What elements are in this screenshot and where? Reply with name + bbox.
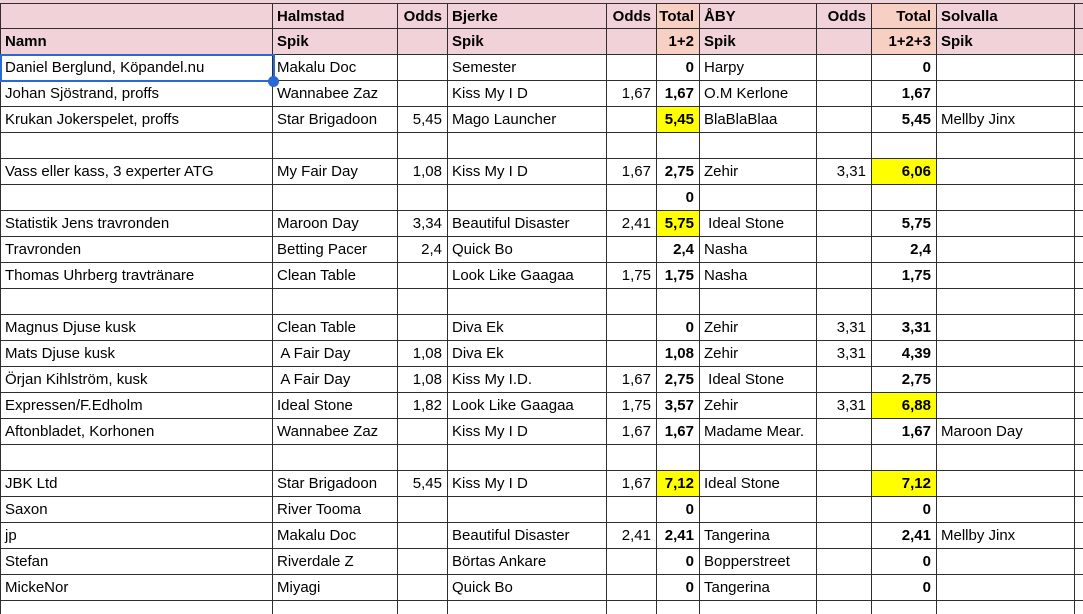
cell-bjerke-spik[interactable]: Semester (448, 55, 607, 81)
cell-halmstad-odds[interactable] (398, 419, 448, 445)
cell-namn[interactable]: Expressen/F.Edholm (0, 393, 273, 419)
cell-aby-odds[interactable] (817, 549, 872, 575)
cell-total-1-2[interactable]: 5,45 (657, 107, 700, 133)
cell-bjerke-odds[interactable]: 1,67 (607, 471, 657, 497)
cell-aby-odds[interactable] (817, 523, 872, 549)
cell-aby-odds[interactable]: 3,31 (817, 315, 872, 341)
cell-bjerke-odds[interactable]: 1,67 (607, 419, 657, 445)
cell-filler[interactable] (1075, 211, 1083, 237)
cell-bjerke-odds[interactable] (607, 601, 657, 614)
cell-aby-spik[interactable]: Ideal Stone (700, 471, 817, 497)
cell-halmstad-spik[interactable]: Wannabee Zaz (273, 419, 398, 445)
cell-total-1-2[interactable]: 0 (657, 185, 700, 211)
cell-halmstad-odds[interactable] (398, 497, 448, 523)
cell-aby-odds[interactable] (817, 107, 872, 133)
cell-total-1-2-3[interactable] (872, 289, 937, 315)
cell-aby-spik[interactable]: Zehir (700, 159, 817, 185)
cell-bjerke-spik[interactable]: Kiss My I D (448, 81, 607, 107)
cell-total-1-2-3[interactable]: 4,39 (872, 341, 937, 367)
cell-halmstad-odds[interactable] (398, 575, 448, 601)
cell-namn[interactable]: Johan Sjöstrand, proffs (0, 81, 273, 107)
cell-total-1-2-3[interactable]: 0 (872, 497, 937, 523)
cell-total-1-2[interactable] (657, 133, 700, 159)
cell-aby-spik[interactable]: BlaBlaBlaa (700, 107, 817, 133)
cell-bjerke-spik[interactable]: Quick Bo (448, 575, 607, 601)
cell-namn[interactable] (0, 289, 273, 315)
cell-bjerke-spik[interactable]: Mago Launcher (448, 107, 607, 133)
cell-total-1-2[interactable]: 0 (657, 549, 700, 575)
cell-halmstad-odds[interactable]: 2,4 (398, 237, 448, 263)
cell-solvalla-spik[interactable] (937, 237, 1075, 263)
cell-total-1-2-3[interactable]: 2,4 (872, 237, 937, 263)
cell-bjerke-spik[interactable]: Börtas Ankare (448, 549, 607, 575)
cell-solvalla-spik[interactable] (937, 393, 1075, 419)
cell-solvalla-spik[interactable] (937, 263, 1075, 289)
cell-total-1-2-3[interactable]: 6,06 (872, 159, 937, 185)
cell-halmstad-spik[interactable]: Star Brigadoon (273, 107, 398, 133)
cell-halmstad-odds[interactable] (398, 445, 448, 471)
cell-bjerke-odds[interactable] (607, 445, 657, 471)
cell-total-1-2-3[interactable] (872, 601, 937, 614)
header-bjerke-odds[interactable]: Odds (607, 3, 657, 29)
cell-filler[interactable] (1075, 549, 1083, 575)
cell-bjerke-odds[interactable] (607, 55, 657, 81)
cell-namn[interactable]: Daniel Berglund, Köpandel.nu (0, 55, 273, 81)
cell-halmstad-spik[interactable]: Makalu Doc (273, 55, 398, 81)
header-bjerke-odds-sub[interactable] (607, 29, 657, 55)
cell-namn[interactable]: Aftonbladet, Korhonen (0, 419, 273, 445)
cell-bjerke-odds[interactable] (607, 289, 657, 315)
cell-total-1-2-3[interactable]: 0 (872, 55, 937, 81)
cell-solvalla-spik[interactable] (937, 211, 1075, 237)
cell-bjerke-odds[interactable] (607, 237, 657, 263)
cell-solvalla-spik[interactable] (937, 133, 1075, 159)
cell-filler[interactable] (1075, 315, 1083, 341)
cell-total-1-2[interactable] (657, 445, 700, 471)
cell-aby-spik[interactable]: Ideal Stone (700, 367, 817, 393)
cell-namn[interactable]: Saxon (0, 497, 273, 523)
cell-solvalla-spik[interactable] (937, 497, 1075, 523)
cell-filler[interactable] (1075, 601, 1083, 614)
cell-total-1-2[interactable]: 0 (657, 55, 700, 81)
cell-solvalla-spik[interactable] (937, 341, 1075, 367)
cell-halmstad-odds[interactable]: 1,08 (398, 159, 448, 185)
cell-aby-odds[interactable] (817, 289, 872, 315)
cell-solvalla-spik[interactable]: Maroon Day (937, 419, 1075, 445)
cell-solvalla-spik[interactable] (937, 367, 1075, 393)
cell-halmstad-spik[interactable] (273, 133, 398, 159)
cell-total-1-2-3[interactable]: 1,67 (872, 81, 937, 107)
cell-bjerke-odds[interactable] (607, 315, 657, 341)
header-solvalla-spik-sub[interactable]: Spik (937, 29, 1075, 55)
cell-aby-odds[interactable] (817, 263, 872, 289)
cell-total-1-2[interactable]: 0 (657, 315, 700, 341)
cell-total-1-2[interactable] (657, 601, 700, 614)
cell-solvalla-spik[interactable] (937, 315, 1075, 341)
cell-aby-spik[interactable]: Bopperstreet (700, 549, 817, 575)
cell-bjerke-spik[interactable] (448, 289, 607, 315)
cell-halmstad-spik[interactable]: A Fair Day (273, 367, 398, 393)
cell-halmstad-spik[interactable] (273, 601, 398, 614)
header-aby-spik[interactable]: ÅBY (700, 3, 817, 29)
header-halmstad-odds-sub[interactable] (398, 29, 448, 55)
cell-aby-spik[interactable] (700, 289, 817, 315)
header-bjerke-spik-sub[interactable]: Spik (448, 29, 607, 55)
header-total-1-2-sub[interactable]: 1+2 (657, 29, 700, 55)
cell-filler[interactable] (1075, 159, 1083, 185)
cell-aby-spik[interactable]: Zehir (700, 315, 817, 341)
cell-aby-odds[interactable] (817, 81, 872, 107)
cell-bjerke-odds[interactable] (607, 107, 657, 133)
cell-solvalla-spik[interactable] (937, 185, 1075, 211)
header-filler[interactable] (1075, 3, 1083, 29)
cell-total-1-2[interactable]: 5,75 (657, 211, 700, 237)
cell-bjerke-odds[interactable] (607, 341, 657, 367)
cell-total-1-2-3[interactable]: 7,12 (872, 471, 937, 497)
cell-solvalla-spik[interactable] (937, 575, 1075, 601)
cell-halmstad-odds[interactable] (398, 549, 448, 575)
cell-bjerke-spik[interactable]: Beautiful Disaster (448, 211, 607, 237)
cell-total-1-2[interactable]: 2,4 (657, 237, 700, 263)
cell-filler[interactable] (1075, 81, 1083, 107)
cell-halmstad-odds[interactable]: 1,82 (398, 393, 448, 419)
cell-aby-spik[interactable]: Tangerina (700, 575, 817, 601)
cell-aby-spik[interactable]: Zehir (700, 341, 817, 367)
cell-namn[interactable]: JBK Ltd (0, 471, 273, 497)
cell-total-1-2-3[interactable] (872, 133, 937, 159)
cell-total-1-2[interactable]: 2,75 (657, 159, 700, 185)
cell-filler[interactable] (1075, 107, 1083, 133)
header-aby-odds-sub[interactable] (817, 29, 872, 55)
cell-namn[interactable] (0, 445, 273, 471)
cell-namn[interactable]: Travronden (0, 237, 273, 263)
cell-aby-spik[interactable] (700, 185, 817, 211)
cell-bjerke-spik[interactable] (448, 133, 607, 159)
cell-total-1-2-3[interactable]: 1,67 (872, 419, 937, 445)
cell-total-1-2-3[interactable]: 0 (872, 549, 937, 575)
cell-halmstad-odds[interactable] (398, 185, 448, 211)
cell-grid (0, 3, 1083, 614)
cell-filler[interactable] (1075, 133, 1083, 159)
cell-solvalla-spik[interactable] (937, 55, 1075, 81)
header-halmstad-spik-sub[interactable]: Spik (273, 29, 398, 55)
cell-total-1-2[interactable]: 2,75 (657, 367, 700, 393)
cell-bjerke-spik[interactable]: Diva Ek (448, 341, 607, 367)
cell-aby-spik[interactable]: Ideal Stone (700, 211, 817, 237)
cell-halmstad-odds[interactable] (398, 133, 448, 159)
cell-aby-odds[interactable]: 3,31 (817, 393, 872, 419)
cell-namn[interactable]: Mats Djuse kusk (0, 341, 273, 367)
cell-filler[interactable] (1075, 367, 1083, 393)
cell-aby-odds[interactable] (817, 497, 872, 523)
cell-bjerke-spik[interactable]: Kiss My I D (448, 471, 607, 497)
cell-filler[interactable] (1075, 497, 1083, 523)
cell-halmstad-spik[interactable]: Miyagi (273, 575, 398, 601)
cell-halmstad-odds[interactable] (398, 523, 448, 549)
cell-aby-spik[interactable]: Nasha (700, 237, 817, 263)
cell-aby-odds[interactable] (817, 133, 872, 159)
cell-bjerke-odds[interactable]: 1,75 (607, 393, 657, 419)
cell-halmstad-spik[interactable]: Maroon Day (273, 211, 398, 237)
cell-bjerke-odds[interactable]: 1,67 (607, 81, 657, 107)
cell-solvalla-spik[interactable] (937, 601, 1075, 614)
cell-aby-odds[interactable] (817, 601, 872, 614)
cell-halmstad-odds[interactable]: 5,45 (398, 471, 448, 497)
cell-halmstad-spik[interactable]: Clean Table (273, 263, 398, 289)
cell-filler[interactable] (1075, 289, 1083, 315)
cell-halmstad-odds[interactable]: 3,34 (398, 211, 448, 237)
cell-filler[interactable] (1075, 263, 1083, 289)
cell-total-1-2[interactable]: 7,12 (657, 471, 700, 497)
cell-bjerke-spik[interactable]: Kiss My I D (448, 159, 607, 185)
cell-halmstad-spik[interactable]: Star Brigadoon (273, 471, 398, 497)
cell-bjerke-spik[interactable] (448, 601, 607, 614)
cell-halmstad-odds[interactable]: 1,08 (398, 341, 448, 367)
cell-halmstad-spik[interactable]: River Tooma (273, 497, 398, 523)
header-total-1-2-3[interactable]: Total (872, 3, 937, 29)
cell-filler[interactable] (1075, 575, 1083, 601)
cell-aby-odds[interactable]: 3,31 (817, 159, 872, 185)
cell-namn[interactable]: Thomas Uhrberg travtränare (0, 263, 273, 289)
cell-bjerke-spik[interactable]: Quick Bo (448, 237, 607, 263)
cell-bjerke-spik[interactable]: Kiss My I.D. (448, 367, 607, 393)
cell-aby-spik[interactable]: Harpy (700, 55, 817, 81)
cell-aby-spik[interactable]: O.M Kerlone (700, 81, 817, 107)
cell-bjerke-spik[interactable] (448, 185, 607, 211)
cell-halmstad-spik[interactable]: A Fair Day (273, 341, 398, 367)
cell-total-1-2[interactable]: 1,67 (657, 419, 700, 445)
cell-halmstad-spik[interactable] (273, 445, 398, 471)
cell-halmstad-spik[interactable]: Ideal Stone (273, 393, 398, 419)
cell-filler[interactable] (1075, 471, 1083, 497)
header-aby-odds[interactable]: Odds (817, 3, 872, 29)
cell-halmstad-spik[interactable]: Betting Pacer (273, 237, 398, 263)
cell-solvalla-spik[interactable] (937, 81, 1075, 107)
header-total-1-2[interactable]: Total (657, 3, 700, 29)
cell-namn[interactable] (0, 185, 273, 211)
cell-filler[interactable] (1075, 341, 1083, 367)
cell-aby-odds[interactable]: 3,31 (817, 341, 872, 367)
selection-handle-icon[interactable] (268, 76, 279, 87)
header-total-1-2-3-sub[interactable]: 1+2+3 (872, 29, 937, 55)
cell-halmstad-spik[interactable]: Makalu Doc (273, 523, 398, 549)
cell-namn[interactable]: Stefan (0, 549, 273, 575)
cell-solvalla-spik[interactable] (937, 445, 1075, 471)
cell-total-1-2[interactable]: 3,57 (657, 393, 700, 419)
cell-filler[interactable] (1075, 55, 1083, 81)
cell-filler[interactable] (1075, 185, 1083, 211)
cell-bjerke-odds[interactable] (607, 575, 657, 601)
cell-aby-odds[interactable] (817, 367, 872, 393)
header-filler-sub[interactable] (1075, 29, 1083, 55)
cell-bjerke-odds[interactable] (607, 133, 657, 159)
cell-aby-spik[interactable] (700, 133, 817, 159)
cell-aby-odds[interactable] (817, 55, 872, 81)
cell-solvalla-spik[interactable]: Mellby Jinx (937, 107, 1075, 133)
cell-filler[interactable] (1075, 419, 1083, 445)
cell-aby-spik[interactable]: Tangerina (700, 523, 817, 549)
cell-aby-odds[interactable] (817, 575, 872, 601)
cell-solvalla-spik[interactable] (937, 289, 1075, 315)
cell-aby-odds[interactable] (817, 419, 872, 445)
cell-bjerke-odds[interactable]: 1,75 (607, 263, 657, 289)
cell-halmstad-spik[interactable] (273, 289, 398, 315)
cell-total-1-2-3[interactable]: 2,75 (872, 367, 937, 393)
cell-namn[interactable]: Krukan Jokerspelet, proffs (0, 107, 273, 133)
cell-namn[interactable]: Statistik Jens travronden (0, 211, 273, 237)
header-namn[interactable] (0, 3, 273, 29)
cell-bjerke-spik[interactable]: Look Like Gaagaa (448, 393, 607, 419)
cell-total-1-2-3[interactable]: 1,75 (872, 263, 937, 289)
cell-total-1-2-3[interactable] (872, 445, 937, 471)
cell-halmstad-odds[interactable]: 5,45 (398, 107, 448, 133)
cell-total-1-2-3[interactable]: 0 (872, 575, 937, 601)
cell-filler[interactable] (1075, 445, 1083, 471)
cell-total-1-2[interactable]: 1,67 (657, 81, 700, 107)
header-bjerke-spik[interactable]: Bjerke (448, 3, 607, 29)
cell-aby-odds[interactable] (817, 445, 872, 471)
cell-aby-spik[interactable] (700, 601, 817, 614)
cell-bjerke-spik[interactable] (448, 445, 607, 471)
cell-bjerke-odds[interactable] (607, 497, 657, 523)
cell-bjerke-odds[interactable] (607, 185, 657, 211)
cell-total-1-2-3[interactable]: 5,45 (872, 107, 937, 133)
cell-filler[interactable] (1075, 523, 1083, 549)
cell-bjerke-odds[interactable]: 2,41 (607, 211, 657, 237)
cell-solvalla-spik[interactable] (937, 549, 1075, 575)
cell-filler[interactable] (1075, 237, 1083, 263)
cell-total-1-2-3[interactable] (872, 185, 937, 211)
cell-aby-odds[interactable] (817, 237, 872, 263)
cell-total-1-2-3[interactable]: 2,41 (872, 523, 937, 549)
cell-bjerke-odds[interactable] (607, 549, 657, 575)
cell-namn[interactable]: jp (0, 523, 273, 549)
cell-halmstad-odds[interactable] (398, 315, 448, 341)
cell-solvalla-spik[interactable] (937, 471, 1075, 497)
cell-solvalla-spik[interactable]: Mellby Jinx (937, 523, 1075, 549)
header-halmstad-odds[interactable]: Odds (398, 3, 448, 29)
cell-total-1-2[interactable] (657, 289, 700, 315)
cell-halmstad-spik[interactable]: Clean Table (273, 315, 398, 341)
cell-namn[interactable] (0, 601, 273, 614)
cell-halmstad-odds[interactable] (398, 289, 448, 315)
cell-bjerke-spik[interactable]: Look Like Gaagaa (448, 263, 607, 289)
cell-filler[interactable] (1075, 393, 1083, 419)
cell-bjerke-spik[interactable]: Beautiful Disaster (448, 523, 607, 549)
cell-aby-odds[interactable] (817, 185, 872, 211)
cell-aby-odds[interactable] (817, 211, 872, 237)
cell-aby-spik[interactable] (700, 445, 817, 471)
cell-bjerke-spik[interactable]: Diva Ek (448, 315, 607, 341)
cell-total-1-2[interactable]: 1,75 (657, 263, 700, 289)
header-solvalla-spik[interactable]: Solvalla (937, 3, 1075, 29)
cell-total-1-2-3[interactable]: 5,75 (872, 211, 937, 237)
cell-halmstad-odds[interactable] (398, 81, 448, 107)
cell-halmstad-odds[interactable] (398, 601, 448, 614)
cell-halmstad-odds[interactable]: 1,08 (398, 367, 448, 393)
cell-total-1-2[interactable]: 0 (657, 497, 700, 523)
cell-bjerke-odds[interactable]: 1,67 (607, 159, 657, 185)
header-aby-spik-sub[interactable]: Spik (700, 29, 817, 55)
header-namn-sub[interactable]: Namn (0, 29, 273, 55)
cell-total-1-2-3[interactable]: 6,88 (872, 393, 937, 419)
header-halmstad-spik[interactable]: Halmstad (273, 3, 398, 29)
cell-bjerke-odds[interactable]: 2,41 (607, 523, 657, 549)
cell-aby-spik[interactable]: Nasha (700, 263, 817, 289)
cell-aby-odds[interactable] (817, 471, 872, 497)
cell-namn[interactable]: Örjan Kihlström, kusk (0, 367, 273, 393)
cell-namn[interactable]: MickeNor (0, 575, 273, 601)
cell-namn[interactable]: Magnus Djuse kusk (0, 315, 273, 341)
cell-bjerke-spik[interactable]: Kiss My I D (448, 419, 607, 445)
cell-halmstad-spik[interactable]: Riverdale Z (273, 549, 398, 575)
cell-namn[interactable]: Vass eller kass, 3 experter ATG (0, 159, 273, 185)
cell-halmstad-spik[interactable] (273, 185, 398, 211)
cell-total-1-2[interactable]: 0 (657, 575, 700, 601)
cell-aby-spik[interactable] (700, 497, 817, 523)
cell-halmstad-odds[interactable] (398, 55, 448, 81)
cell-namn[interactable] (0, 133, 273, 159)
cell-aby-spik[interactable]: Madame Mear. (700, 419, 817, 445)
cell-solvalla-spik[interactable] (937, 159, 1075, 185)
cell-halmstad-spik[interactable]: Wannabee Zaz (273, 81, 398, 107)
cell-halmstad-odds[interactable] (398, 263, 448, 289)
cell-halmstad-spik[interactable]: My Fair Day (273, 159, 398, 185)
cell-total-1-2-3[interactable]: 3,31 (872, 315, 937, 341)
cell-bjerke-odds[interactable]: 1,67 (607, 367, 657, 393)
cell-aby-spik[interactable]: Zehir (700, 393, 817, 419)
cell-bjerke-spik[interactable] (448, 497, 607, 523)
cell-total-1-2[interactable]: 1,08 (657, 341, 700, 367)
cell-total-1-2[interactable]: 2,41 (657, 523, 700, 549)
